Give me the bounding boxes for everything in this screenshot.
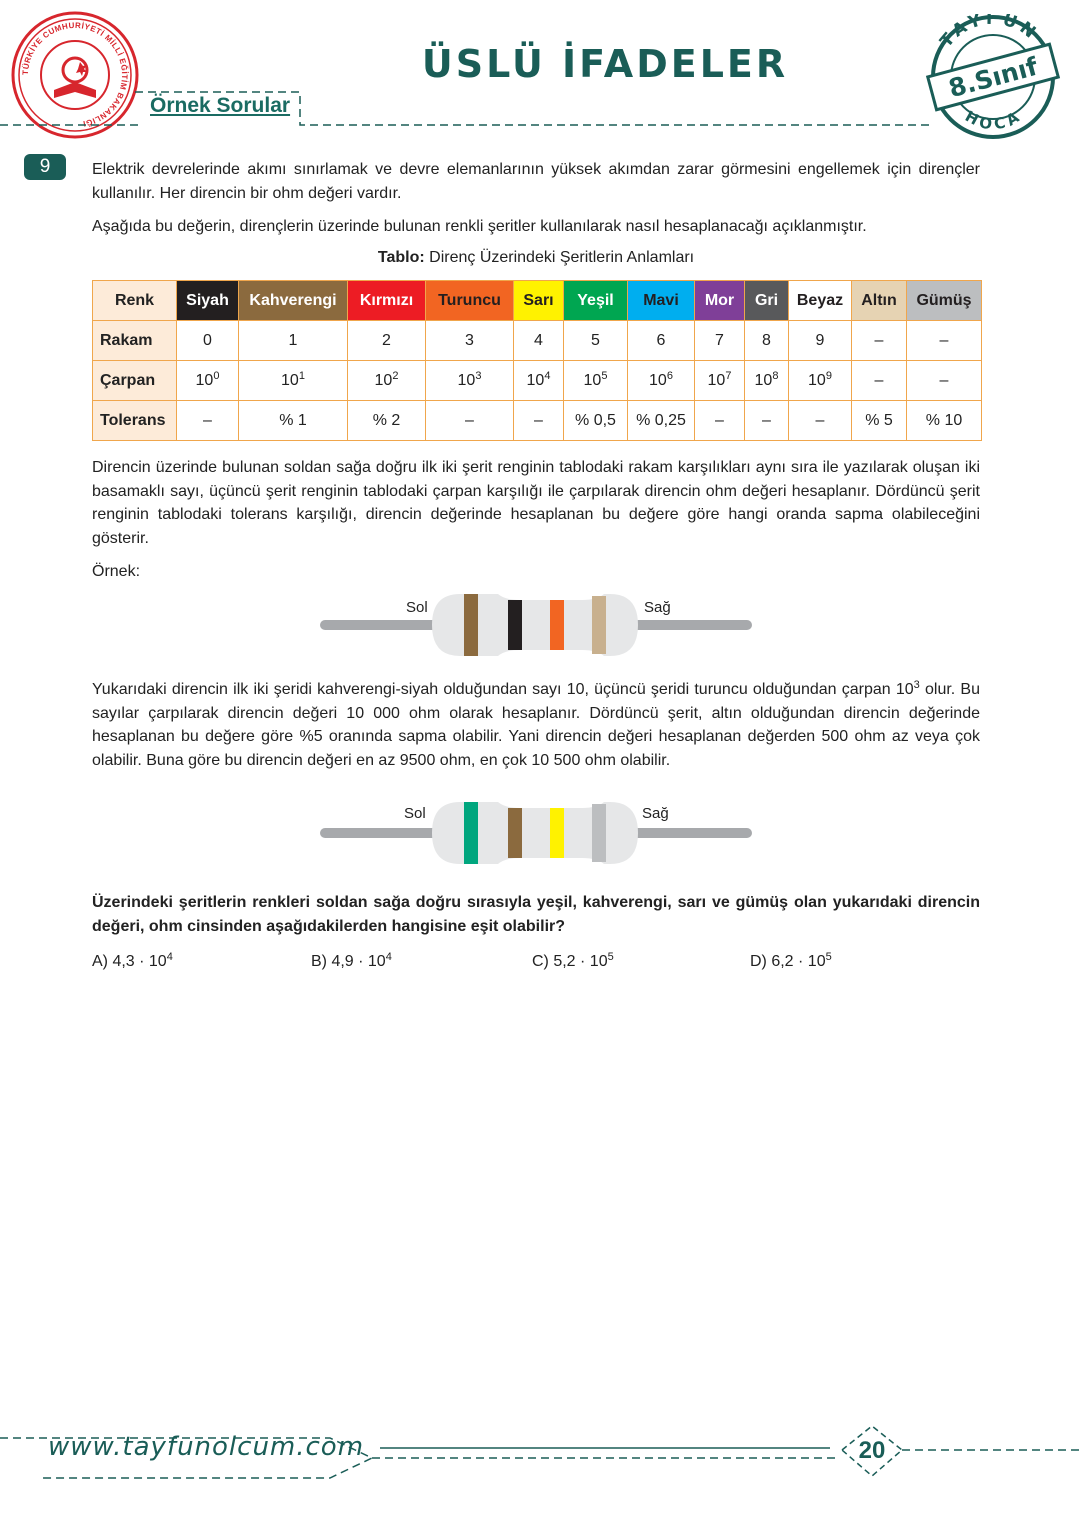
color-header-cell: Altın xyxy=(852,281,907,321)
footer-url[interactable]: www.tayfunolcum.com xyxy=(48,1432,365,1462)
row-header-renk: Renk xyxy=(93,281,177,321)
table-caption-label: Tablo: xyxy=(377,249,425,266)
page-number: 20 xyxy=(858,1437,886,1464)
option-c[interactable] xyxy=(532,953,614,971)
color-header-cell: Turuncu xyxy=(426,281,514,321)
question-explain: Aşağıda bu değerin, dirençlerin üzerinde bulunan renkli şeritler kullanılarak nasıl hesaplanacağı açıklanmıştır. xyxy=(92,218,867,235)
resistor-2-right-label: Sağ xyxy=(642,805,669,822)
tolerance-cell: – xyxy=(745,401,789,441)
option-a-text: A) 4,3 · 10 xyxy=(92,953,167,970)
option-d-text: D) 6,2 · 10 xyxy=(750,953,826,970)
example-text-part-1: Yukarıdaki direncin ilk iki şeridi kahverengi-siyah olduğundan sayı 10, üçüncü şeridi turuncu olduğundan çarpan 10 xyxy=(92,681,914,698)
multiplier-exponent: 4 xyxy=(544,369,551,382)
multiplier-cell xyxy=(426,361,514,401)
digit-cell: 5 xyxy=(564,321,628,361)
multiplier-base: 10 xyxy=(583,371,602,389)
digit-cell: – xyxy=(852,321,907,361)
color-header-cell: Siyah xyxy=(177,281,239,321)
rule-paragraph: Direncin üzerinde bulunan soldan sağa doğru ilk iki şerit renginin tablodaki rakam karşılıkları aynı sıra ile yazılarak oluşan iki basamaklı sayı, üçüncü şerit renginin tablodaki çarpan karşılığı ile çarpılarak direncin ohm değeri hesaplanır. Dördüncü şerit renginin tablodaki tolerans karşılığı, direncin değerinde hesaplanan bu değere göre hangi oranda sapma olabileceğini gösterir. xyxy=(92,459,980,547)
tolerance-cell: % 10 xyxy=(907,401,982,441)
option-b-exponent: 4 xyxy=(385,951,392,963)
digit-cell: 6 xyxy=(628,321,695,361)
tolerance-cell: % 0,5 xyxy=(564,401,628,441)
tolerance-cell: % 2 xyxy=(348,401,426,441)
multiplier-exponent: 2 xyxy=(392,369,399,382)
option-c-exponent: 5 xyxy=(607,951,614,963)
digit-cell: 4 xyxy=(514,321,564,361)
resistor-2-band-2 xyxy=(508,808,522,858)
multiplier-base: 10 xyxy=(281,371,299,389)
resistor-example-1 xyxy=(320,592,752,662)
multiplier-cell: – xyxy=(907,361,982,401)
multiplier-cell xyxy=(628,361,695,401)
tolerance-cell: – xyxy=(426,401,514,441)
question-prompt: Üzerindeki şeritlerin renkleri soldan sağa doğru sırasıyla yeşil, kahverengi, sarı ve gümüş olan yukarıdaki direncin değeri, ohm cinsinden aşağıdakilerden hangisine eşit olabilir? xyxy=(92,894,980,935)
multiplier-base: 10 xyxy=(374,371,393,389)
multiplier-exponent: 3 xyxy=(475,369,482,382)
tolerance-cell: – xyxy=(177,401,239,441)
multiplier-cell xyxy=(695,361,745,401)
option-b[interactable] xyxy=(311,953,392,971)
resistor-2-band-4 xyxy=(592,804,606,862)
question-number: 9 xyxy=(24,154,66,180)
color-header-cell: Mor xyxy=(695,281,745,321)
multiplier-exponent: 0 xyxy=(213,369,220,382)
option-d[interactable] xyxy=(750,953,832,971)
digit-cell: 0 xyxy=(177,321,239,361)
resistor-1-left-label: Sol xyxy=(406,599,428,616)
multiplier-base: 10 xyxy=(754,371,773,389)
resistor-2-left-label: Sol xyxy=(404,805,426,822)
option-c-text: C) 5,2 · 10 xyxy=(532,953,608,970)
resistor-1-right-label: Sağ xyxy=(644,599,671,616)
digit-cell: 2 xyxy=(348,321,426,361)
header-divider xyxy=(0,80,1080,140)
resistor-color-table xyxy=(92,280,982,441)
multiplier-base: 10 xyxy=(195,371,214,389)
option-b-text: B) 4,9 · 10 xyxy=(311,953,386,970)
digit-cell: – xyxy=(907,321,982,361)
digit-cell: 8 xyxy=(745,321,789,361)
svg-text:TAYFUN: TAYFUN xyxy=(936,14,1043,52)
tolerance-cell: – xyxy=(789,401,852,441)
example-exponent: 3 xyxy=(913,679,920,691)
table-row-multipliers xyxy=(93,361,982,401)
multiplier-base: 10 xyxy=(526,371,545,389)
multiplier-cell xyxy=(239,361,348,401)
row-header-tolerans: Tolerans xyxy=(93,401,177,441)
multiplier-exponent: 1 xyxy=(298,369,305,382)
color-header-cell: Sarı xyxy=(514,281,564,321)
table-caption-text: Direnç Üzerindeki Şeritlerin Anlamları xyxy=(424,249,695,266)
page-title: ÜSLÜ İFADELER xyxy=(421,42,789,86)
multiplier-cell: – xyxy=(852,361,907,401)
tolerance-cell: – xyxy=(514,401,564,441)
multiplier-base: 10 xyxy=(808,371,826,389)
resistor-1-band-4 xyxy=(592,596,606,654)
resistor-2-band-3 xyxy=(550,808,564,858)
svg-text:8.Sınıf: 8.Sınıf xyxy=(945,51,1041,104)
tolerance-cell: % 5 xyxy=(852,401,907,441)
digit-cell: 9 xyxy=(789,321,852,361)
section-subtitle: Örnek Sorular xyxy=(150,94,291,117)
multiplier-base: 10 xyxy=(707,371,726,389)
resistor-2-band-1 xyxy=(464,802,478,864)
color-header-cell: Beyaz xyxy=(789,281,852,321)
example-text-part-2: olur. Bu sayılar çarpılarak direncin değeri 10 000 ohm olarak hesaplanır. Dördüncü şerit, altın olduğundan direncin değerinde hesaplanan bu değere göre %5 oranında sapma olabilir. Yani direncin değeri hesaplanan değerden 500 ohm az veya çok olabilir. Buna göre bu direncin değeri en az 9500 ohm, en çok 10 500 ohm olabilir. xyxy=(92,681,980,769)
color-header-cell: Kahverengi xyxy=(239,281,348,321)
color-header-cell: Kırmızı xyxy=(348,281,426,321)
multiplier-exponent: 7 xyxy=(725,369,732,382)
question-intro: Elektrik devrelerinde akımı sınırlamak ve devre elemanlarının yüksek akımdan zarar görmesini engellemek için dirençler kullanılır. Her direncin bir ohm değeri vardır. xyxy=(92,161,980,202)
digit-cell: 7 xyxy=(695,321,745,361)
table-row-digits xyxy=(93,321,982,361)
multiplier-cell xyxy=(177,361,239,401)
tolerance-cell: % 0,25 xyxy=(628,401,695,441)
row-header-carpan: Çarpan xyxy=(93,361,177,401)
table-caption xyxy=(92,249,980,267)
multiplier-exponent: 5 xyxy=(601,369,608,382)
color-header-cell: Gümüş xyxy=(907,281,982,321)
multiplier-base: 10 xyxy=(649,371,667,389)
multiplier-base: 10 xyxy=(457,371,476,389)
multiplier-exponent: 8 xyxy=(772,369,779,382)
multiplier-cell xyxy=(745,361,789,401)
resistor-question xyxy=(320,800,752,870)
tolerance-cell: – xyxy=(695,401,745,441)
option-a-exponent: 4 xyxy=(166,951,173,963)
multiplier-cell xyxy=(564,361,628,401)
row-header-rakam: Rakam xyxy=(93,321,177,361)
table-row-tolerance xyxy=(93,401,982,441)
multiplier-cell xyxy=(348,361,426,401)
table-row-colors xyxy=(93,281,982,321)
tayfun-hoca-stamp xyxy=(922,14,1064,140)
svg-text:HOCA: HOCA xyxy=(962,106,1026,134)
example-label: Örnek: xyxy=(92,563,141,580)
tolerance-cell: % 1 xyxy=(239,401,348,441)
digit-cell: 3 xyxy=(426,321,514,361)
multiplier-cell xyxy=(789,361,852,401)
color-header-cell: Yeşil xyxy=(564,281,628,321)
option-d-exponent: 5 xyxy=(825,951,832,963)
resistor-1-band-2 xyxy=(508,600,522,650)
digit-cell: 1 xyxy=(239,321,348,361)
multiplier-exponent: 9 xyxy=(825,369,832,382)
svg-text:TÜRKİYE CUMHURİYETİ MİLLİ EĞİT: TÜRKİYE CUMHURİYETİ MİLLİ EĞİTİM BAKANLIĞI xyxy=(20,20,130,129)
multiplier-cell xyxy=(514,361,564,401)
resistor-1-band-3 xyxy=(550,600,564,650)
resistor-1-band-1 xyxy=(464,594,478,656)
multiplier-exponent: 6 xyxy=(666,369,673,382)
color-header-cell: Gri xyxy=(745,281,789,321)
option-a[interactable] xyxy=(92,953,173,971)
example-explanation xyxy=(92,678,980,772)
color-header-cell: Mavi xyxy=(628,281,695,321)
